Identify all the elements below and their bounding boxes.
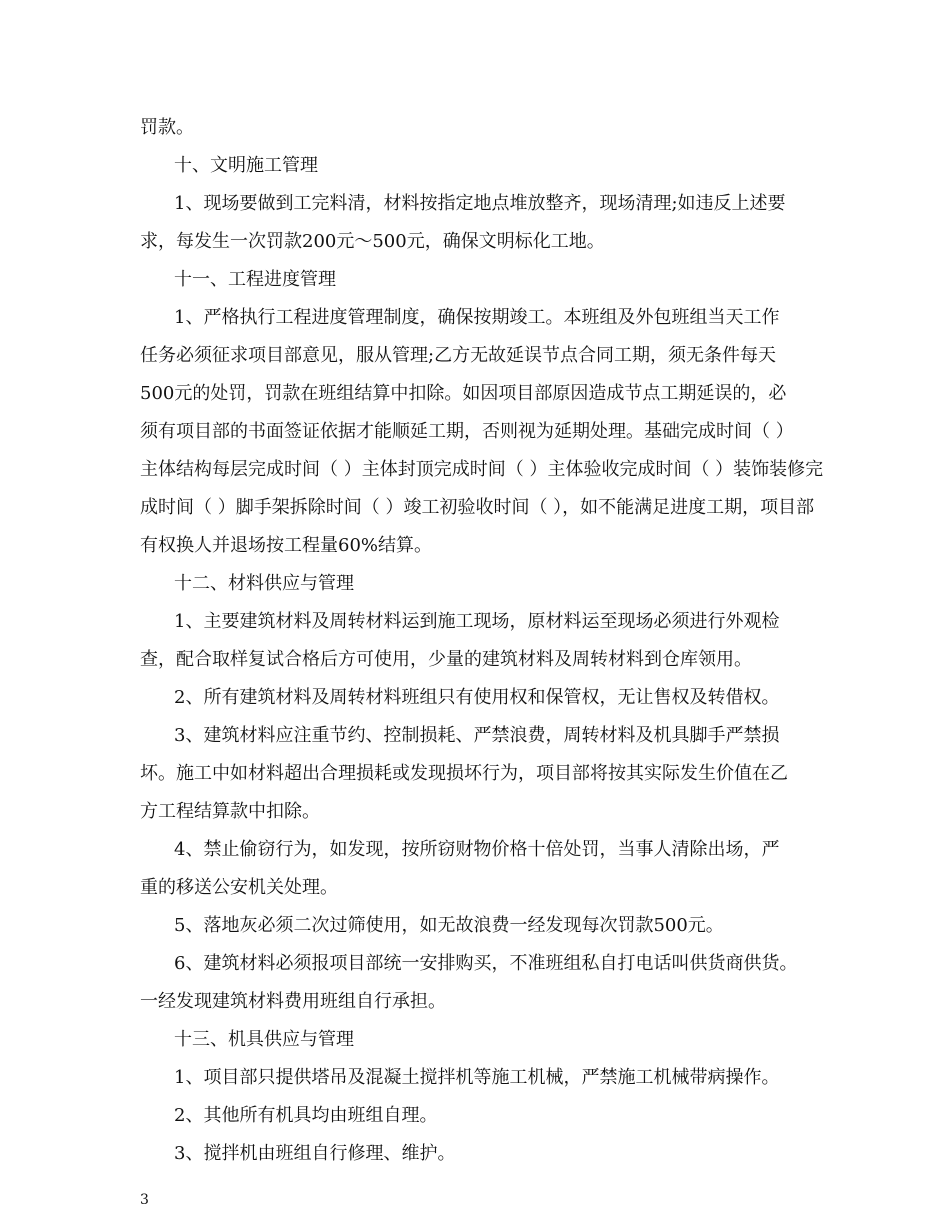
text-line: 3、建筑材料应注重节约、控制损耗、严禁浪费，周转材料及机具脚手严禁损 bbox=[174, 725, 780, 746]
section-heading: 十三、机具供应与管理 bbox=[174, 1029, 354, 1050]
text-line: 有权换人并退场按工程量60%结算。 bbox=[140, 535, 433, 556]
text-line: 罚款。 bbox=[140, 117, 194, 138]
text-line: 2、所有建筑材料及周转材料班组只有使用权和保管权，无让售权及转借权。 bbox=[174, 687, 780, 708]
text-line: 1、严格执行工程进度管理制度，确保按期竣工。本班组及外包班组当天工作 bbox=[174, 307, 780, 328]
text-line: 3、搅拌机由班组自行修理、维护。 bbox=[174, 1143, 456, 1164]
text-line: 1、项目部只提供塔吊及混凝土搅拌机等施工机械，严禁施工机械带病操作。 bbox=[174, 1067, 780, 1088]
text-line: 2、其他所有机具均由班组自理。 bbox=[174, 1105, 438, 1126]
text-line: 500元的处罚，罚款在班组结算中扣除。如因项目部原因造成节点工期延误的，必 bbox=[140, 383, 787, 404]
text-line: 任务必须征求项目部意见，服从管理;乙方无故延误节点合同工期，须无条件每天 bbox=[140, 345, 777, 366]
text-line: 须有项目部的书面签证依据才能顺延工期，否则视为延期处理。基础完成时间（ ） bbox=[140, 421, 794, 442]
text-line: 一经发现建筑材料费用班组自行承担。 bbox=[140, 991, 446, 1012]
text-line: 查，配合取样复试合格后方可使用，少量的建筑材料及周转材料到仓库领用。 bbox=[140, 649, 752, 670]
text-line: 4、禁止偷窃行为，如发现，按所窃财物价格十倍处罚，当事人清除出场，严 bbox=[174, 839, 780, 860]
text-line: 1、现场要做到工完料清，材料按指定地点堆放整齐，现场清理;如违反上述要 bbox=[174, 193, 786, 214]
text-line: 方工程结算款中扣除。 bbox=[140, 801, 320, 822]
section-heading: 十二、材料供应与管理 bbox=[174, 573, 354, 594]
section-heading: 十、文明施工管理 bbox=[174, 155, 318, 176]
text-line: 5、落地灰必须二次过筛使用，如无故浪费一经发现每次罚款500元。 bbox=[174, 915, 724, 936]
text-line: 6、建筑材料必须报项目部统一安排购买，不准班组私自打电话叫供货商供货。 bbox=[174, 953, 798, 974]
text-line: 求，每发生一次罚款200元～500元，确保文明标化工地。 bbox=[140, 231, 605, 252]
text-line: 重的移送公安机关处理。 bbox=[140, 877, 338, 898]
section-heading: 十一、工程进度管理 bbox=[174, 269, 336, 290]
page-number: 3 bbox=[140, 1192, 149, 1208]
text-line: 成时间（ ）脚手架拆除时间（ ）竣工初验收时间（ ），如不能满足进度工期，项目部 bbox=[140, 497, 815, 518]
text-line: 坏。施工中如材料超出合理损耗或发现损坏行为，项目部将按其实际发生价值在乙 bbox=[140, 763, 788, 784]
text-line: 1、主要建筑材料及周转材料运到施工现场，原材料运至现场必须进行外观检 bbox=[174, 611, 780, 632]
text-line: 主体结构每层完成时间（ ）主体封顶完成时间（ ）主体验收完成时间（ ）装饰装修完 bbox=[140, 459, 824, 480]
